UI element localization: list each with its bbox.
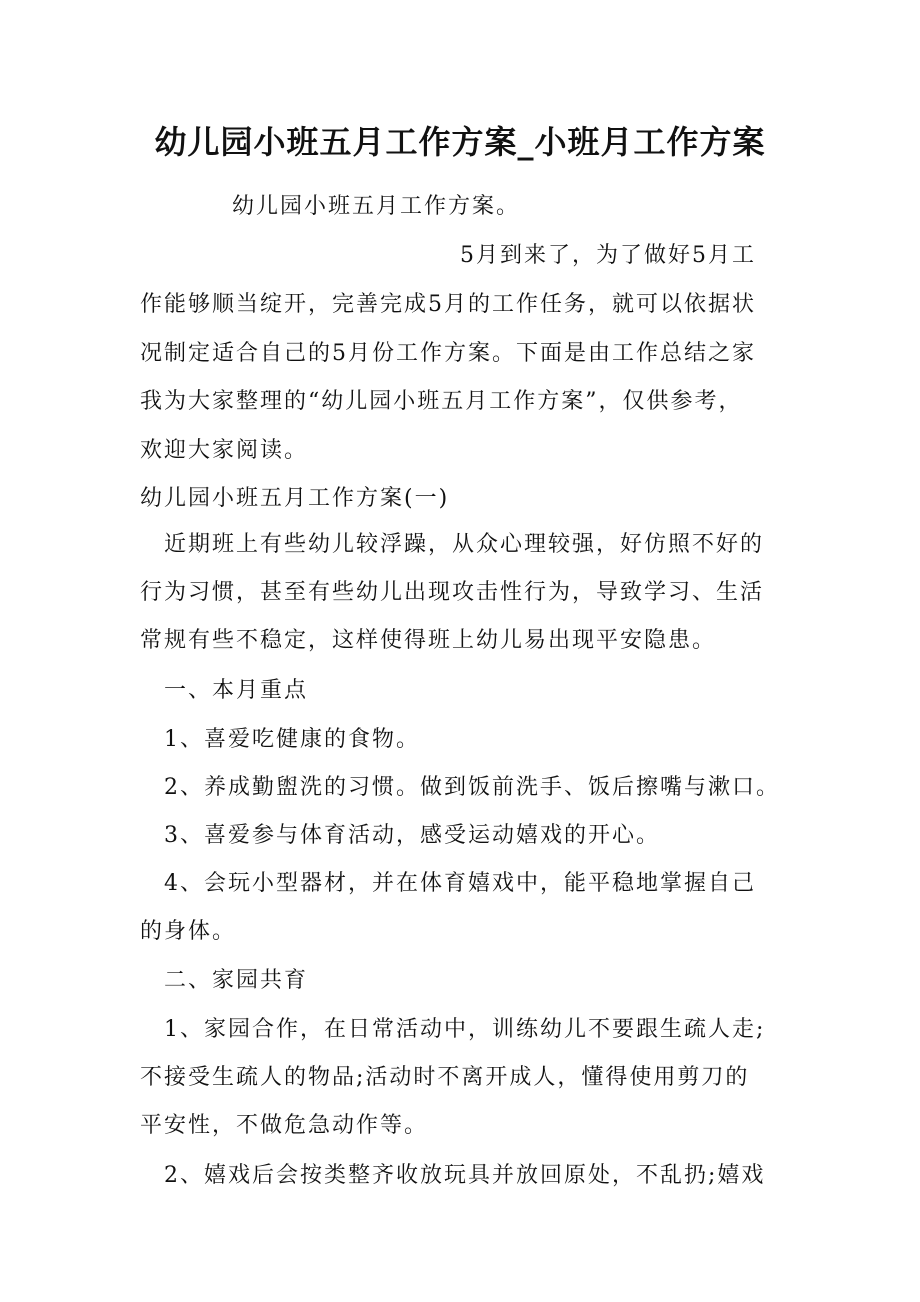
text-line-19: 不接受生疏人的物品;活动时不离开成人，懂得使用剪刀的 <box>140 1065 750 1090</box>
text-line-20: 平安性，不做危急动作等。 <box>140 1113 429 1138</box>
text-line-2: 5月到来了，为了做好5月工 <box>460 243 756 268</box>
text-line-5: 我为大家整理的“幼儿园小班五月工作方案”，仅供参考， <box>140 389 743 414</box>
list-item: 2、养成勤盥洗的习惯。做到饭前洗手、饭后擦嘴与漱口。 <box>164 775 780 800</box>
subheading-home-school: 二、家园共育 <box>164 968 309 993</box>
document-title: 幼儿园小班五月工作方案_小班月工作方案 <box>154 123 766 161</box>
text-line-6: 欢迎大家阅读。 <box>140 438 309 463</box>
section-heading-1: 幼儿园小班五月工作方案(一) <box>140 486 450 511</box>
subheading-focus: 一、本月重点 <box>164 678 309 703</box>
text-line-4: 况制定适合自己的5月份工作方案。下面是由工作总结之家 <box>140 341 756 366</box>
list-item: 1、喜爱吃健康的食物。 <box>164 727 420 752</box>
text-line-1: 幼儿园小班五月工作方案。 <box>232 194 521 219</box>
list-item: 2、嬉戏后会按类整齐收放玩具并放回原处，不乱扔;嬉戏 <box>164 1163 766 1188</box>
list-item: 1、家园合作，在日常活动中，训练幼儿不要跟生疏人走; <box>164 1017 766 1042</box>
text-line-3: 作能够顺当绽开，完善完成5月的工作任务，就可以依据状 <box>140 292 756 317</box>
text-line-9: 行为习惯，甚至有些幼儿出现攻击性行为，导致学习、生活 <box>140 580 765 605</box>
text-line-16: 的身体。 <box>140 919 237 944</box>
text-line-8: 近期班上有些幼儿较浮躁，从众心理较强，好仿照不好的 <box>164 532 765 557</box>
list-item: 4、会玩小型器材，并在体育嬉戏中，能平稳地掌握自己 <box>164 871 756 896</box>
list-item: 3、喜爱参与体育活动，感受运动嬉戏的开心。 <box>164 823 660 848</box>
text-line-10: 常规有些不稳定，这样使得班上幼儿易出现平安隐患。 <box>140 628 717 653</box>
